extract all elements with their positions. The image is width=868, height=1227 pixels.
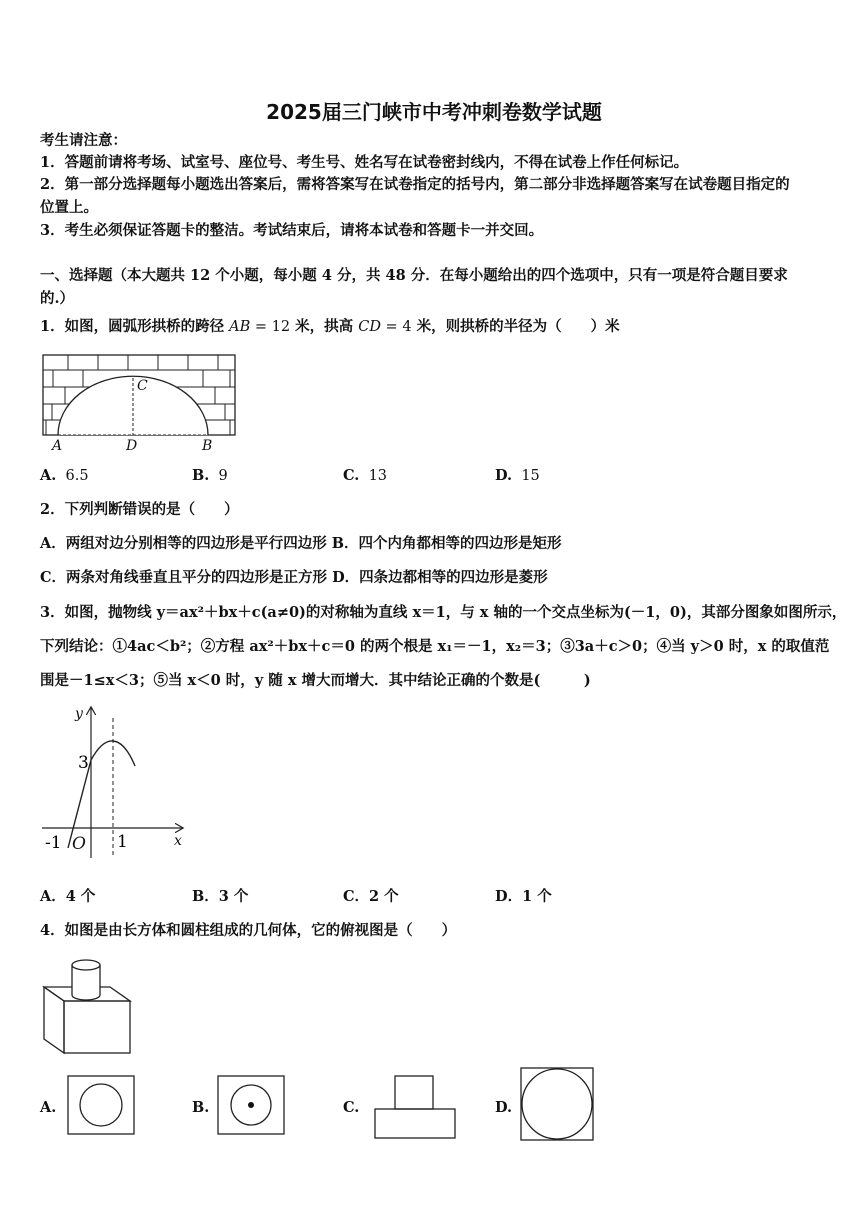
q1-option-d[interactable]: D. 15 <box>495 467 540 484</box>
label-c: C <box>137 378 148 394</box>
q4-option-b-label[interactable]: B. <box>192 1099 210 1116</box>
q2-options-line-1[interactable]: A．两组对边分别相等的四边形是平行四边形 B．四个内角都相等的四边形是矩形 <box>40 535 562 552</box>
q1-option-b[interactable]: B. 9 <box>192 467 228 484</box>
q4-text: 4．如图是由长方体和圆柱组成的几何体，它的俯视图是（ ） <box>40 922 457 939</box>
q2-text: 2．下列判断错误的是（ ） <box>40 501 239 518</box>
tick-3: 3 <box>78 753 89 773</box>
q3-option-b[interactable]: B．3 个 <box>192 888 249 905</box>
q4-option-a-figure[interactable] <box>66 1074 138 1136</box>
notice-item-2-cont: 位置上。 <box>40 199 98 216</box>
notice-item-2: 2．第一部分选择题每小题选出答案后，需将答案写在试卷指定的括号内，第二部分非选择题答案写在试卷题目指定的 <box>40 176 790 193</box>
q4-option-c-figure[interactable] <box>372 1074 462 1140</box>
q4-option-b-figure[interactable] <box>216 1074 288 1136</box>
section-heading-cont: 的.） <box>40 290 75 307</box>
label-b: B <box>202 438 213 454</box>
q3-option-a[interactable]: A．4 个 <box>40 888 96 905</box>
section-heading: 一、选择题（本大题共 12 个小题，每小题 4 分，共 48 分．在每小题给出的四个选项中，只有一项是符合题目要求 <box>40 267 788 284</box>
tick-1: 1 <box>117 832 128 852</box>
bridge-figure <box>40 350 240 456</box>
q1-text: 1．如图，圆弧形拱桥的跨径 AB = 12 米，拱高 CD = 4 米，则拱桥的半径为（ ）米 <box>40 318 620 335</box>
y-axis-label: y <box>75 706 83 722</box>
q4-option-d-label[interactable]: D. <box>495 1099 513 1116</box>
q2-options-line-2[interactable]: C．两条对角线垂直且平分的四边形是正方形 D．四条边都相等的四边形是菱形 <box>40 569 548 586</box>
q4-option-a-label[interactable]: A. <box>40 1099 57 1116</box>
notice-item-1: 1．答题前请将考场、试室号、座位号、考生号、姓名写在试卷密封线内，不得在试卷上作任何标记。 <box>40 154 689 171</box>
solid-figure <box>40 955 140 1055</box>
parabola-graph <box>40 700 200 860</box>
q3-option-c[interactable]: C．2 个 <box>343 888 399 905</box>
tick-neg-1: -1 <box>45 833 62 853</box>
label-d: D <box>126 438 138 454</box>
q3-option-d[interactable]: D．1 个 <box>495 888 552 905</box>
q3-text-line-1: 3．如图，抛物线 y＝ax²＋bx＋c(a≠0)的对称轴为直线 x＝1，与 x 轴的一个交点坐标为(－1，0)，其部分图象如图所示， <box>40 604 847 621</box>
q3-text-line-2: 下列结论：①4ac＜b²；②方程 ax²＋bx＋c＝0 的两个根是 x₁＝－1，x₂＝3；③3a＋c＞0；④当 y＞0 时，x 的取值范 <box>40 638 830 655</box>
q1-option-a[interactable]: A. 6.5 <box>40 467 89 484</box>
page-title: 2025届三门峡市中考冲刺卷数学试题 <box>266 100 602 124</box>
q4-option-c-label[interactable]: C. <box>343 1099 360 1116</box>
origin-label: O <box>72 834 86 854</box>
notice-item-3: 3．考生必须保证答题卡的整洁。考试结束后，请将本试卷和答题卡一并交回。 <box>40 222 544 239</box>
x-axis-label: x <box>174 833 182 849</box>
label-a: A <box>52 438 63 454</box>
notice-heading: 考生请注意： <box>40 132 127 149</box>
q3-text-line-3: 围是－1≤x＜3；⑤当 x＜0 时，y 随 x 增大而增大．其中结论正确的个数是( ) <box>40 672 591 689</box>
q1-option-c[interactable]: C. 13 <box>343 467 388 484</box>
q4-option-d-figure[interactable] <box>519 1066 597 1144</box>
